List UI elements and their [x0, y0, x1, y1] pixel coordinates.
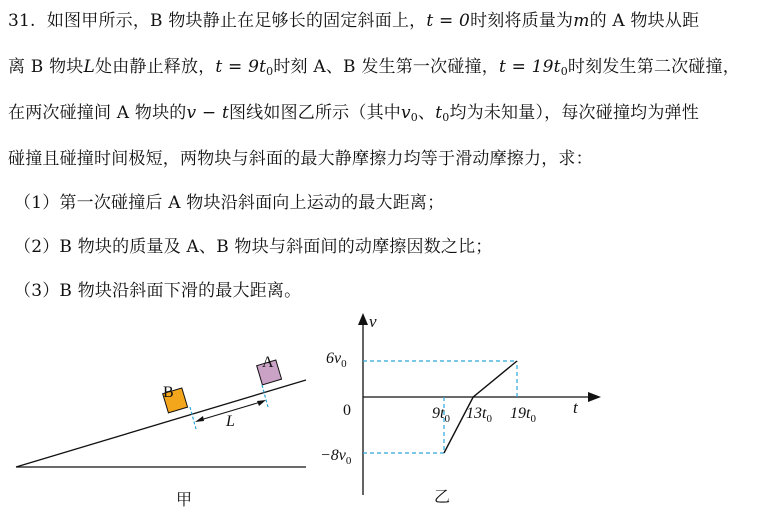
math-L: L — [83, 57, 96, 77]
tick-text: 13t — [466, 405, 487, 422]
x-tick-19t0 — [510, 405, 536, 425]
label-a: A — [262, 354, 274, 371]
math-t0: t — [435, 103, 443, 123]
label-b: B — [163, 384, 174, 401]
problem-line-2 — [8, 52, 740, 78]
math-t-19t0: t = 19t — [498, 57, 561, 77]
y-tick-pos — [326, 350, 347, 370]
text: 时刻发生第二次碰撞， — [567, 57, 740, 77]
figure-yi — [320, 305, 780, 528]
caption-yi: 乙 — [434, 489, 451, 506]
subscript: 0 — [410, 111, 418, 124]
math-v-t: v − t — [186, 103, 229, 123]
subscript: 0 — [444, 413, 450, 425]
subscript: 0 — [530, 413, 536, 425]
tick-text: −8v — [320, 447, 346, 464]
subscript: 0 — [345, 455, 352, 467]
text: 均为未知量），每次碰撞均为弹性 — [449, 103, 699, 123]
subscript: 0 — [341, 358, 347, 370]
x-tick-9t0 — [432, 405, 450, 425]
math-m: m — [573, 11, 590, 31]
subscript: 0 — [560, 65, 568, 78]
problem-line-3 — [8, 98, 699, 124]
x-axis-arrow — [588, 392, 601, 402]
text: 、 — [418, 103, 436, 123]
math-t-9t0: t = 9t — [215, 57, 267, 77]
text: 的 A 物块从距 — [589, 11, 700, 31]
subscript: 0 — [442, 111, 450, 124]
tick-text: 9t — [432, 405, 445, 422]
figure-jia — [0, 340, 320, 528]
subscript: 0 — [266, 65, 274, 78]
text: 在两次碰撞间 A 物块的 — [8, 103, 187, 123]
guide-b — [190, 407, 196, 429]
x-tick-13t0 — [466, 405, 492, 425]
text: 离 B 物块 — [8, 57, 84, 77]
text: 处由静止释放， — [95, 57, 216, 77]
tick-text: 6v — [326, 350, 342, 367]
problem-number: 31. — [8, 11, 36, 31]
problem-line-1 — [8, 6, 699, 31]
arrowhead-left — [195, 416, 204, 422]
text: 如图甲所示，B 物块静止在足够长的固定斜面上， — [46, 11, 427, 31]
question-1: （1）第一次碰撞后 A 物块沿斜面向上运动的最大距离； — [14, 193, 445, 213]
incline-line — [16, 380, 306, 467]
question-2: （2）B 物块的质量及 A、B 物块与斜面间的动摩擦因数之比； — [14, 237, 493, 257]
text: 图线如图乙所示（其中 — [228, 103, 401, 123]
question-3: （3）B 物块沿斜面下滑的最大距离。 — [14, 281, 302, 301]
caption-jia: 甲 — [176, 492, 193, 509]
origin-label: 0 — [343, 402, 351, 419]
y-axis-arrow — [358, 313, 368, 325]
problem-line-4: 碰撞且碰撞时间极短，两物块与斜面的最大静摩擦力均等于滑动摩擦力，求： — [8, 149, 593, 169]
text: 时刻 A、B 发生第一次碰撞， — [273, 57, 499, 77]
y-axis-label: v — [369, 312, 377, 331]
guide-a — [262, 385, 268, 407]
arrowhead-right — [257, 400, 266, 406]
math-v0: v — [400, 103, 411, 123]
subscript: 0 — [486, 413, 492, 425]
y-tick-neg — [320, 447, 352, 467]
x-axis-label: t — [573, 398, 578, 417]
tick-text: 19t — [510, 405, 531, 422]
label-l: L — [226, 413, 235, 430]
math-t0: t = 0 — [426, 11, 471, 31]
text: 时刻将质量为 — [470, 11, 574, 31]
